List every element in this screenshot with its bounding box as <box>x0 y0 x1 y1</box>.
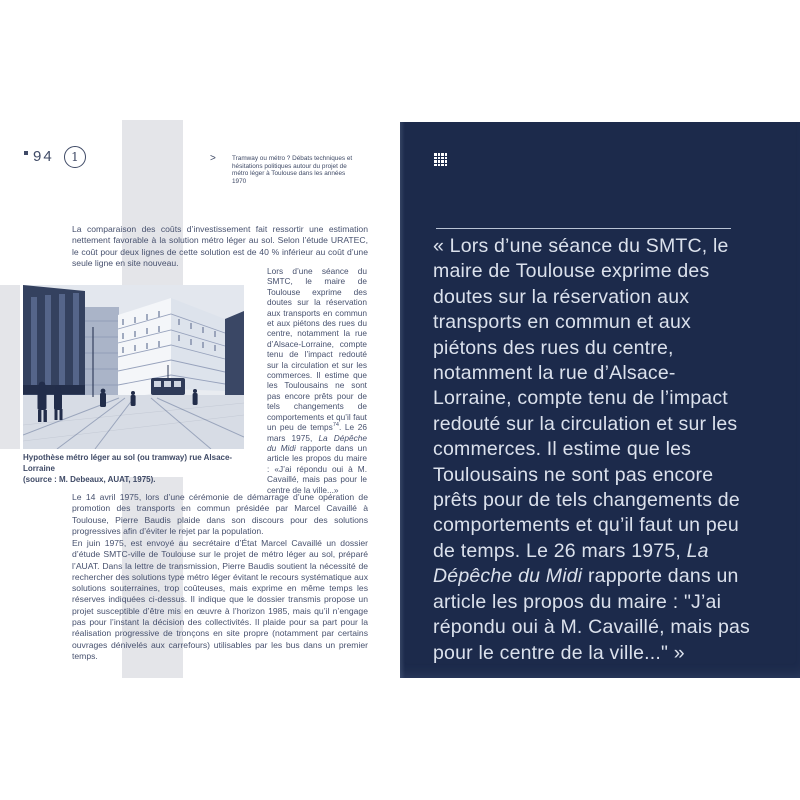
chapter-number: 1 <box>71 150 79 164</box>
gray-strip-left <box>0 285 20 449</box>
quote-text-1: « Lors d’une séance du SMTC, le maire de Toulouse exprime des doutes sur la réservation aux transports en commun et aux piétons des rues du centre, notamment la rue d’Alsace-Lorraine, compte tenu de l’impact redouté sur la circulation et sur les commerces. Il estime que les Toulousains ne sont pas encore prêts pour de tels changements de comportements et qu’il faut un peu de temps. Le 26 mars 1975, <box>433 235 740 562</box>
quote-panel <box>400 122 800 678</box>
paragraph-smtc-column <box>267 266 367 495</box>
running-title: Tramway ou métro ? Débats techniques et hésitations politiques autour du projet de métro léger à Toulouse dans les années 1970 <box>232 155 353 186</box>
footnote-ref: 74 <box>332 422 339 429</box>
column-text-1: Lors d’une séance du SMTC, le maire de Toulouse exprime des doutes sur la réservation aux transports en commun et aux piétons des rues du centre, notamment la rue d’Alsace-Lorraine, compte tenu de l’impact redouté sur la circulation et sur les commerces. Il estime que les Toulousains ne sont pas encore prêts pour de tels changements de comportements et qu’il faut un peu de temps <box>267 266 367 433</box>
page-number <box>24 148 54 165</box>
divider-line <box>436 228 731 229</box>
caption-line-1: Hypothèse métro léger au sol (ou tramway) rue Alsace-Lorraine <box>23 453 233 473</box>
grid-icon <box>434 153 447 166</box>
column-newspaper-title: La Dépêche du Midi <box>267 432 367 453</box>
paragraph-costs: La comparaison des coûts d’investissement fait ressortir une estimation nettement favorable à la solution métro léger au sol. Selon l’étude URATEC, le coût pour deux lignes de cette solution est de 40 % inférieur au coût d’une seule ligne en site nouveau. <box>72 224 368 268</box>
quote-text-2: rapporte dans un article les propos du maire : "J’ai répondu oui à M. Cavaillé, mais pas pour le centre de la ville..." » <box>433 565 750 664</box>
paragraph-dossier: En juin 1975, est envoyé au secrétaire d’État Marcel Cavaillé un dossier d’étude SMTC-ville de Toulouse sur le projet de métro léger au sol, préparé l’AUAT. Dans la lettre de transmission, Pierre Baudis soutient la nécessité de rechercher des solutions type métro léger évitant le recours systématique aux solutions souterraines, trop coûteuses, mais exprime en même temps les réserves indiquées ci-dessus. Il indique que le dossier transmis propose un projet susceptible d’être mis en œuvre à l’horizon 1985, mais qu’il n’engage pas pour l’instant la décision des collectivités. Il plaide pour sa part pour la réalisation progressive de tronçons en site propre (notamment par certains ouvrages dénivelés aux carrefours) utilisables par les bus dans un premier temps. <box>72 538 368 661</box>
square-bullet-icon <box>24 151 28 155</box>
column-text-2: . Le 26 mars 1975, <box>267 422 368 443</box>
photo-alsace-lorraine <box>23 285 244 449</box>
chevron-right-icon: > <box>210 153 216 164</box>
column-text-3: rapporte dans un article les propos du maire : «J’ai répondu oui à M. Cavaillé, mais pas pour le centre de la ville...» <box>267 442 368 495</box>
chapter-badge <box>64 146 86 168</box>
caption-line-2: (source : M. Debeaux, AUAT, 1975). <box>23 475 156 484</box>
quote-newspaper-title: La Dépêche du Midi <box>433 539 709 588</box>
paragraph-ceremony: Le 14 avril 1975, lors d’une cérémonie de démarrage d’une opération de promotion des transports en commun présidée par Marcel Cavaillé à Toulouse, Pierre Baudis plaide dans son discours pour des solutions progressives afin d’éviter le rejet par la population. <box>72 492 368 536</box>
photo-caption <box>23 452 235 485</box>
pull-quote <box>433 234 751 666</box>
page-number-value: 94 <box>33 148 54 165</box>
